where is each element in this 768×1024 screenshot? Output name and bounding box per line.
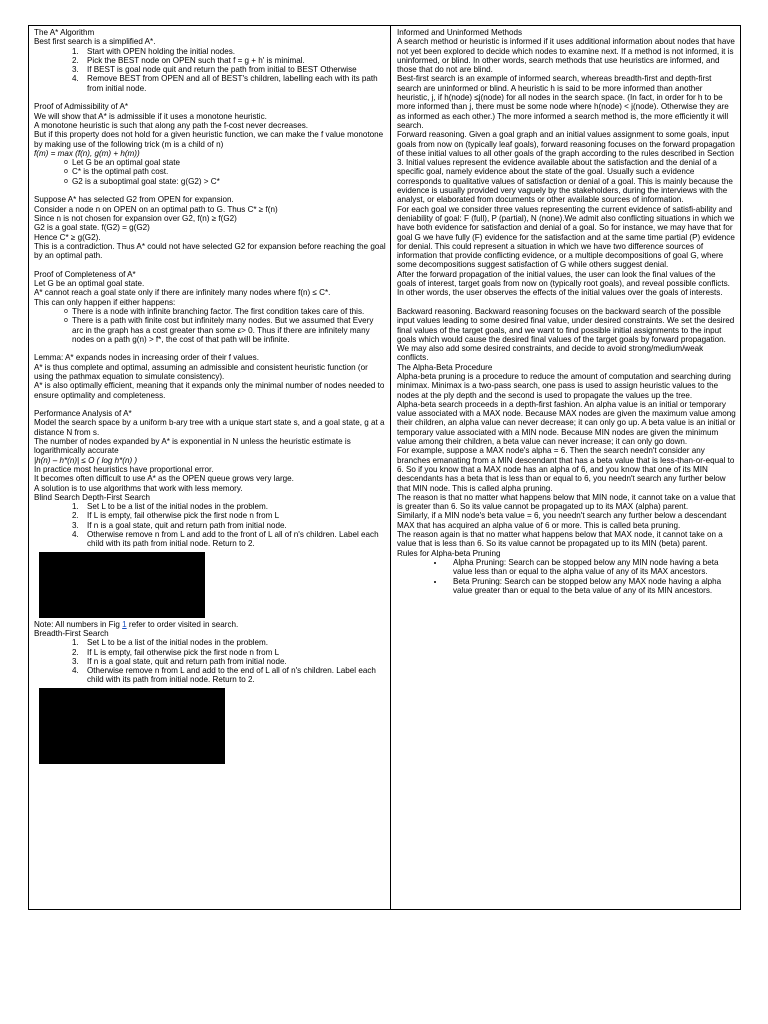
paragraph: Similarly, if a MIN node's beta value = 6, you needn't search any further below a descendant MAX that has acquired an alpha value of 6 or more. This is called beta pruning.	[396, 511, 727, 530]
list-item: 4. Remove BEST from OPEN and all of BEST's children, labelling each with its path from initial node.	[81, 74, 386, 93]
astar-intro: Best first search is a simplified A*.	[34, 37, 156, 47]
paragraph: Model the search space by a uniform b-ary tree with a unique start state s, and a goal state, g at a distance N from s.	[34, 418, 385, 437]
astar-title: The A* Algorithm	[34, 28, 95, 37]
admissibility-items	[34, 158, 386, 186]
astar-steps	[34, 47, 386, 93]
paragraph: In practice most heuristics have proportional error.	[34, 464, 214, 474]
admissibility-title: Proof of Admissibility of A*	[34, 102, 129, 112]
list-item: 1. Start with OPEN holding the initial nodes.	[81, 47, 386, 56]
paragraph: Hence C* ≥ g(G2).	[34, 232, 101, 242]
list-item: 2. If L is empty, fail otherwise pick the first node n from L	[81, 648, 386, 657]
right-column	[391, 26, 740, 909]
paragraph: For each goal we consider three values representing the current evidence of satisfi-ability and deniability of goal: F (full), P (partial), N (none).We admit also conflicting situations in which we have both evidence for satisfaction and denial of a goal. So for instance, we may have that for goal G we have fully (F) evidence for the satisfaction and at the same time partial (P) evidence for denial. This could represent a situation in which we have two difference sources of information that provide conflicting evidence, or a multiple decompositions of goal G, where some decompositions suggest satisfaction of G while others suggest denial.	[396, 204, 735, 270]
paragraph: We will show that A* is admissible if it uses a monotone heuristic.	[34, 111, 267, 121]
paragraph: But if this property does not hold for a given heuristic function, we can make the f value monotone by making use of the following trick (m is a child of n)	[34, 130, 384, 149]
bfs-figure-image	[39, 688, 225, 764]
note-suffix: refer to order visited in search.	[126, 619, 239, 629]
dfs-steps	[34, 502, 386, 548]
bfs-steps	[34, 638, 386, 684]
list-item: o C* is the optimal path cost.	[64, 167, 386, 176]
paragraph: A monotone heuristic is such that along any path the f-cost never decreases.	[34, 120, 308, 130]
figure-note	[34, 620, 386, 629]
figure-link[interactable]: 1	[122, 619, 127, 629]
paragraph: A* is also optimally efficient, meaning that it expands only the minimal number of nodes needed to ensure optimality and completeness.	[34, 381, 385, 400]
paragraph: For example, suppose a MAX node's alpha = 6. Then the search needn't consider any branches emanating from a MIN descendant that has a beta value that is less-than-or-equal to 6. So if you know that a MAX node has an alpha of 6, and you know that one of its MIN descendants has a beta that is less than or equal to 6, you needn't search any further below that MIN node. This is called alpha pruning.	[396, 446, 735, 493]
paragraph: Best-first search is an example of informed search, whereas breadth-first and depth-first search are uninformed or blind. A heuristic h is said to be more informed than another heuristic, j, if h(node) ≤j(node) for all nodes in the search space. (In fact, in order for h to be more informed than j, there must be some node where h(node) < j(node). Otherwise they are as informed as each other.) The more informed a search method is, the more efficiently it will search.	[396, 74, 729, 130]
completeness-items	[34, 307, 386, 344]
list-item: 3. If BEST is goal node quit and return the path from initial to BEST Otherwise	[81, 65, 386, 74]
paragraph: The reason is that no matter what happens below that MIN node, it cannot take on a value that is greater than 6. So its value cannot be propagated up to its MAX (alpha) parent.	[396, 492, 736, 512]
paragraph: Forward reasoning. Given a goal graph and an initial values assignment to some goals, input goals from now on (typically leaf goals), forward reasoning focuses on the forward propagation of these initial values to all other goals of the graph according to the rules described in Section 3. Initial values represent the evidence available about the satisfaction and the denial of a specific goal, namely evidence about the state of the goal. Usually such a evidence corresponds to qualitative values of satisfaction or denial of a goal. This is mainly because the evidence is usually provided very vaguely by the stakeholders, during the interviews with the analyst, or elaborated from documents or other available sources of information.	[396, 130, 735, 205]
paragraph: G2 is a goal state. f(G2) = g(G2)	[34, 223, 150, 233]
paragraph: Suppose A* has selected G2 from OPEN for expansion.	[34, 195, 234, 205]
list-item: 3. If n is a goal state, quit and return path from initial node.	[81, 521, 386, 530]
paragraph: After the forward propagation of the initial values, the user can look the final values of the goals of interest, target goals from now on (typically root goals), and reveal possible conflicts. In other words, the user observes the effects of the initial values over the goals of interests.	[396, 269, 730, 298]
dfs-title: Blind Search Depth-First Search	[34, 492, 151, 502]
performance-title: Performance Analysis of A*	[34, 409, 132, 419]
document-sheet	[28, 25, 741, 910]
paragraph: It becomes often difficult to use A* as the OPEN queue grows very large.	[34, 474, 294, 484]
note-prefix: Note: All numbers in Fig	[34, 619, 123, 629]
alphabeta-title: The Alpha-Beta Procedure	[396, 362, 493, 372]
paragraph: Let G be an optimal goal state.	[34, 279, 145, 289]
list-item: 4. Otherwise remove n from L and add to the front of L all of n's children. Label each child with its path from initial node. Return to 2.	[81, 530, 386, 549]
paragraph: This is a contradiction. Thus A* could not have selected G2 for expansion before reaching the goal by an optimal path.	[34, 241, 386, 261]
paragraph: Consider a node n on OPEN on an optimal path to G. Thus C* ≥ f(n)	[34, 204, 278, 214]
completeness-title: Proof of Completeness of A*	[34, 269, 136, 279]
list-item: 3. If n is a goal state, quit and return path from initial node.	[81, 657, 386, 666]
formula: |h(n) – h*(n)| ≤ O ( log h*(n) )	[34, 455, 138, 465]
paragraph: This can only happen if either happens:	[34, 297, 176, 307]
bfs-title: Breadth-First Search	[34, 628, 109, 638]
list-item: 4. Otherwise remove n from L and add to the end of L all of n's children. Label each child with its path from initial node. Return to 2.	[81, 666, 386, 685]
paragraph: The reason again is that no matter what happens below that MAX node, it cannot take on a value that is less than 6. So its value cannot be propagated up to its MIN (beta) parent.	[396, 530, 723, 549]
list-item: o G2 is a suboptimal goal state: g(G2) > C*	[64, 177, 386, 186]
paragraph: A* is thus complete and optimal, assuming an admissible and consistent heuristic function (or using the pathmax equation to simulate consistency).	[34, 362, 368, 381]
list-item: • Beta Pruning: Search can be stopped below any MAX node having a alpha value greater than or equal to the beta value of any of its MIN ancestors.	[445, 577, 736, 596]
list-item: 1. Set L to be a list of the initial nodes in the problem.	[81, 638, 386, 647]
paragraph: The number of nodes expanded by A* is exponential in N unless the heuristic estimate is logarithmically accurate	[34, 437, 351, 456]
rules-title: Rules for Alpha-beta Pruning	[396, 548, 501, 558]
paragraph: Lemma: A* expands nodes in increasing order of their f values.	[34, 353, 259, 363]
paragraph: Since n is not chosen for expansion over G2, f(n) ≥ f(G2)	[34, 213, 237, 223]
paragraph: A solution is to use algorithms that work with less memory.	[34, 483, 243, 493]
paragraph: Alpha-beta search proceeds in a depth-first fashion. An alpha value is an initial or temporary value associated with a MAX node. Because MAX nodes are given the maximum value among their children, an alpha value can never decrease; it can only go up. A beta value is an initial or temporary value associated with a MIN node. Because MIN nodes are given the minimum value among their children, a beta value can never increase; it can only go down.	[396, 399, 736, 447]
list-item: o There is a path with finite cost but infinitely many nodes. But we assumed that Every arc in the graph has a cost greater than some ε> 0. Thus if there are infinitely many nodes on a path g(n) > f*, the cost of that path will be infinite.	[64, 316, 386, 344]
rules-list	[397, 558, 736, 595]
paragraph: A search method or heuristic is informed if it uses additional information about nodes that have not yet been explored to decide which nodes to examine next. If a method is not informed, it is uninformed, or blind. In other words, search methods that use heuristics are informed, and those that do not are blind.	[396, 37, 735, 75]
list-item: o Let G be an optimal goal state	[64, 158, 386, 167]
list-item: o There is a node with infinite branching factor. The first condition takes care of this.	[64, 307, 386, 316]
left-column	[29, 26, 391, 909]
formula: f(m) = max (f(n), g(m) + h(m))	[34, 148, 140, 158]
list-item: 2. If L is empty, fail otherwise pick the first node n from L	[81, 511, 386, 520]
informed-title: Informed and Uninformed Methods	[396, 28, 523, 37]
paragraph: Alpha-beta pruning is a procedure to reduce the amount of computation and searching during minimax. Minimax is a two-pass search, one pass is used to assign heuristic values to the nodes at the ply depth and the second is used to propagate the values up the tree.	[396, 371, 731, 400]
dfs-figure-image	[39, 552, 205, 618]
list-item: • Alpha Pruning: Search can be stopped below any MIN node having a beta value less than or equal to the alpha value of any of its MAX ancestors.	[445, 558, 736, 577]
paragraph: Backward reasoning. Backward reasoning focuses on the backward search of the possible input values leading to some desired final value, under desired constraints. We set the desired final values of the target goals, and we want to find possible initial assignments to the input goals which would cause the desired final values of the target goals by forward propagation. We may also add some desired constraints, and decide to avoid strong/medium/weak conflicts.	[396, 306, 735, 363]
list-item: 2. Pick the BEST node on OPEN such that f = g + h' is minimal.	[81, 56, 386, 65]
paragraph: A* cannot reach a goal state only if there are infinitely many nodes where f(n) ≤ C*.	[34, 288, 331, 298]
list-item: 1. Set L to be a list of the initial nodes in the problem.	[81, 502, 386, 511]
